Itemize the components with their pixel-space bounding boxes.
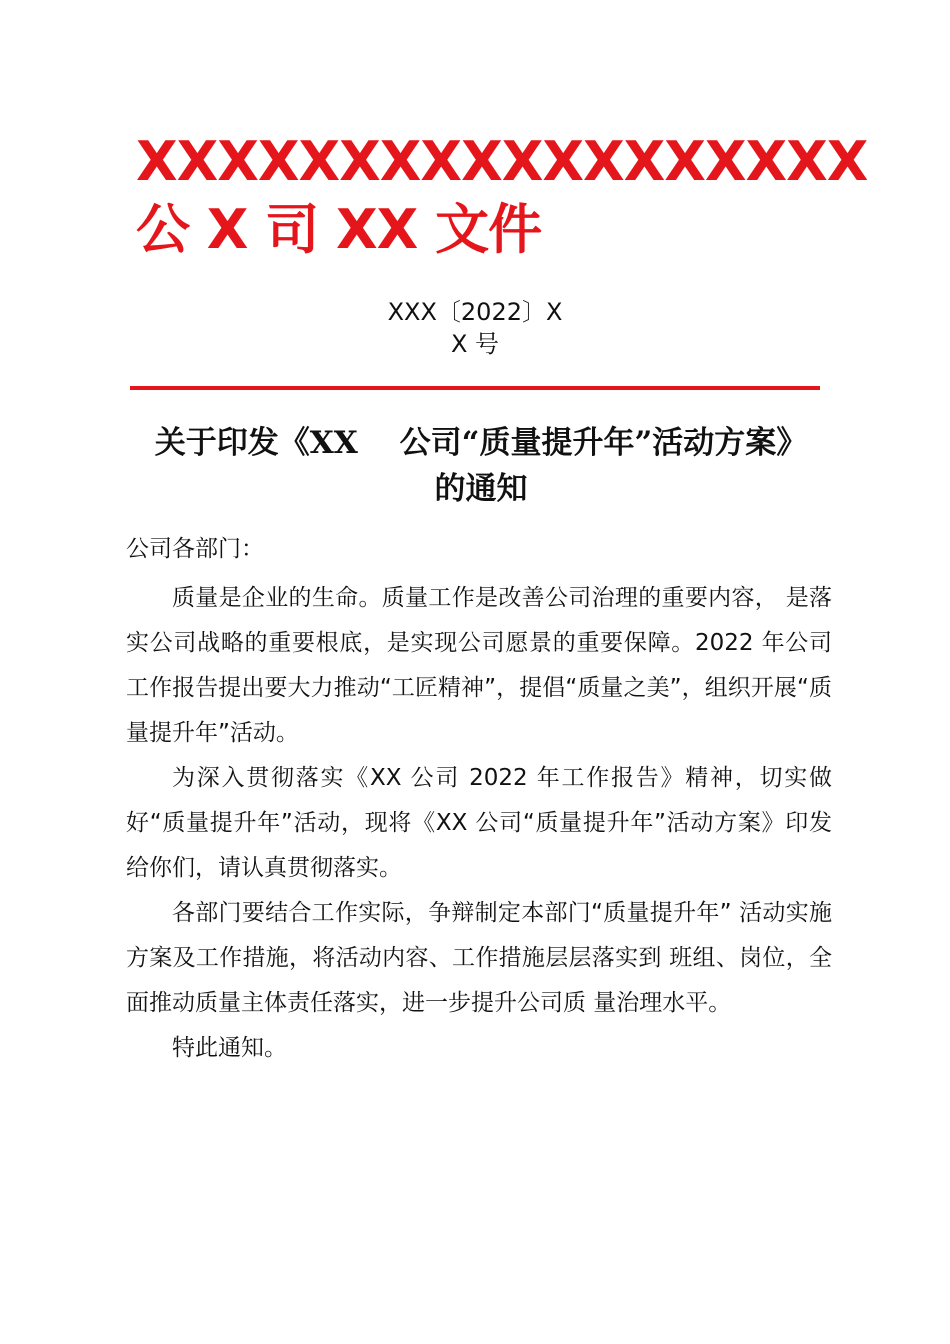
notice-body [126,576,832,1071]
red-divider-line [130,386,820,390]
closing-line: 特此通知。 [172,1035,287,1061]
document-number-line-1: XXX〔2022〕X [387,298,563,326]
body-paragraph: 质量是企业的生命。质量工作是改善公司治理的重要内容， 是落实公司战略的重要根底，是实现公司愿景的重要保障。2022 年公司工作报告提出要大力推动“工匠精神”，提倡“质量之美”，组织开展“质量提升年”活动。 [126,585,832,746]
notice-title-line-1: 关于印发《XX 公司“质量提升年”活动方案》 [154,425,808,461]
body-paragraph: 各部门要结合工作实际，争辩制定本部门“质量提升年” 活动实施方案及工作措施，将活动内容、工作措施层层落实到 班组、岗位，全面推动质量主体责任落实，进一步提升公司质 量治理水平。 [126,900,832,1016]
body-paragraph: 为深入贯彻落实《XX 公司 2022 年工作报告》精神，切实做好“质量提升年”活动，现将《XX 公司“质量提升年”活动方案》印发给你们，请认真贯彻落实。 [126,765,832,881]
document-number [340,296,610,360]
salutation: 公司各部门： [126,536,264,562]
notice-title [126,420,836,512]
document-red-header: XXXXXXXXXXXXXXXXXX 公 X 司 XX 文件 [136,130,868,261]
notice-title-line-2: 的通知 [434,471,528,507]
document-number-line-2: X 号 [450,330,500,358]
